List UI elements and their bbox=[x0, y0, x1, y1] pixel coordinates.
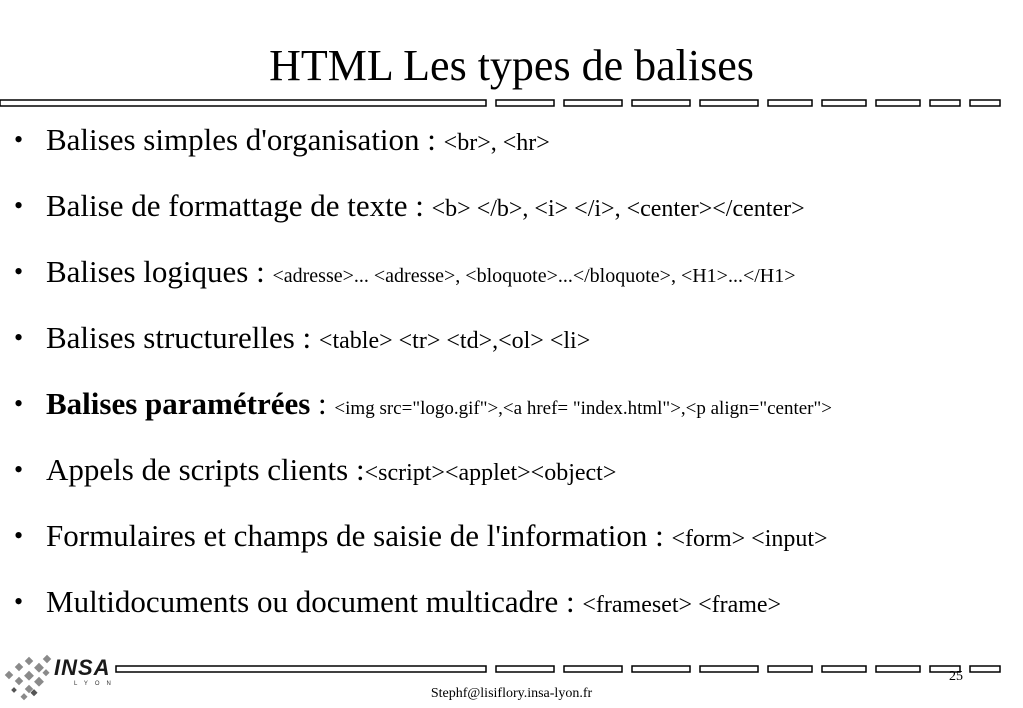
bullet-item bbox=[14, 448, 1019, 514]
divider-segment bbox=[768, 666, 812, 672]
footer-email: Stephf@lisiflory.insa-lyon.fr bbox=[430, 686, 593, 701]
bullet-dot: • bbox=[14, 191, 24, 220]
bullet-main-text: Formulaires et champs de saisie de l'information : bbox=[46, 518, 672, 553]
divider-segment bbox=[822, 100, 866, 106]
divider-segment bbox=[632, 666, 690, 672]
bullet-item bbox=[14, 316, 1019, 382]
divider-segment bbox=[822, 666, 866, 672]
bullet-list bbox=[14, 118, 1019, 646]
bullet-item bbox=[14, 250, 1019, 316]
bullet-main-text: Balise de formattage de texte : bbox=[46, 188, 432, 223]
bullet-item bbox=[14, 382, 1019, 448]
divider-segment bbox=[700, 666, 758, 672]
divider-segment bbox=[930, 100, 960, 106]
logo-subtext: LYON bbox=[74, 681, 118, 687]
bullet-code-text: <b> </b>, <i> </i>, <center></center> bbox=[431, 196, 805, 222]
top-divider-rule bbox=[0, 97, 1023, 111]
bullet-code-text: <adresse>... <adresse>, <bloquote>...</bloquote>, <H1>...</H1> bbox=[272, 265, 796, 287]
bullet-separator: : bbox=[310, 386, 335, 421]
bullet-main-text: Balises logiques : bbox=[46, 254, 273, 289]
divider-segments bbox=[0, 663, 1023, 677]
bullet-dot: • bbox=[14, 455, 24, 484]
bullet-main-text: Balises structurelles : bbox=[46, 320, 319, 355]
slide-title: HTML Les types de balises bbox=[269, 41, 754, 90]
bullet-code-text: <form> <input> bbox=[671, 526, 828, 552]
bullet-dot: • bbox=[14, 257, 24, 286]
bottom-divider-rule bbox=[0, 663, 1023, 677]
bullet-main-text: Appels de scripts clients : bbox=[46, 452, 365, 487]
bullet-code-text: <br>, <hr> bbox=[443, 130, 550, 156]
bullet-dot: • bbox=[14, 323, 24, 352]
divider-segment bbox=[876, 100, 920, 106]
divider-segment bbox=[564, 100, 622, 106]
bullet-dot: • bbox=[14, 125, 24, 154]
bullet-dot: • bbox=[14, 389, 24, 418]
divider-segment bbox=[116, 666, 486, 672]
bullet-item bbox=[14, 580, 1019, 646]
divider-segment bbox=[970, 666, 1000, 672]
divider-segment bbox=[496, 666, 554, 672]
bullet-dot: • bbox=[14, 587, 24, 616]
divider-segments bbox=[0, 97, 1023, 111]
divider-segment bbox=[876, 666, 920, 672]
divider-segment bbox=[632, 100, 690, 106]
bullet-main-text: Multidocuments ou document multicadre : bbox=[46, 584, 583, 619]
bullet-code-text: <img src="logo.gif">,<a href= "index.html">,<p align="center"> bbox=[334, 398, 832, 419]
divider-segment bbox=[564, 666, 622, 672]
bullet-item bbox=[14, 118, 1019, 184]
bullet-code-text: <script><applet><object> bbox=[364, 460, 617, 486]
bullet-main-text: Balises simples d'organisation : bbox=[46, 122, 444, 157]
divider-segment bbox=[970, 100, 1000, 106]
page-number: 25 bbox=[949, 669, 963, 684]
bullet-code-text: <frameset> <frame> bbox=[582, 592, 782, 618]
bullet-item bbox=[14, 184, 1019, 250]
divider-segment bbox=[700, 100, 758, 106]
logo-text: INSA bbox=[54, 655, 111, 680]
divider-segment bbox=[0, 100, 486, 106]
bullet-main-text-bold: Balises paramétrées bbox=[46, 386, 311, 421]
divider-segment bbox=[496, 100, 554, 106]
divider-segment bbox=[768, 100, 812, 106]
bullet-item bbox=[14, 514, 1019, 580]
bullet-dot: • bbox=[14, 521, 24, 550]
bullet-code-text: <table> <tr> <td>,<ol> <li> bbox=[318, 328, 591, 354]
